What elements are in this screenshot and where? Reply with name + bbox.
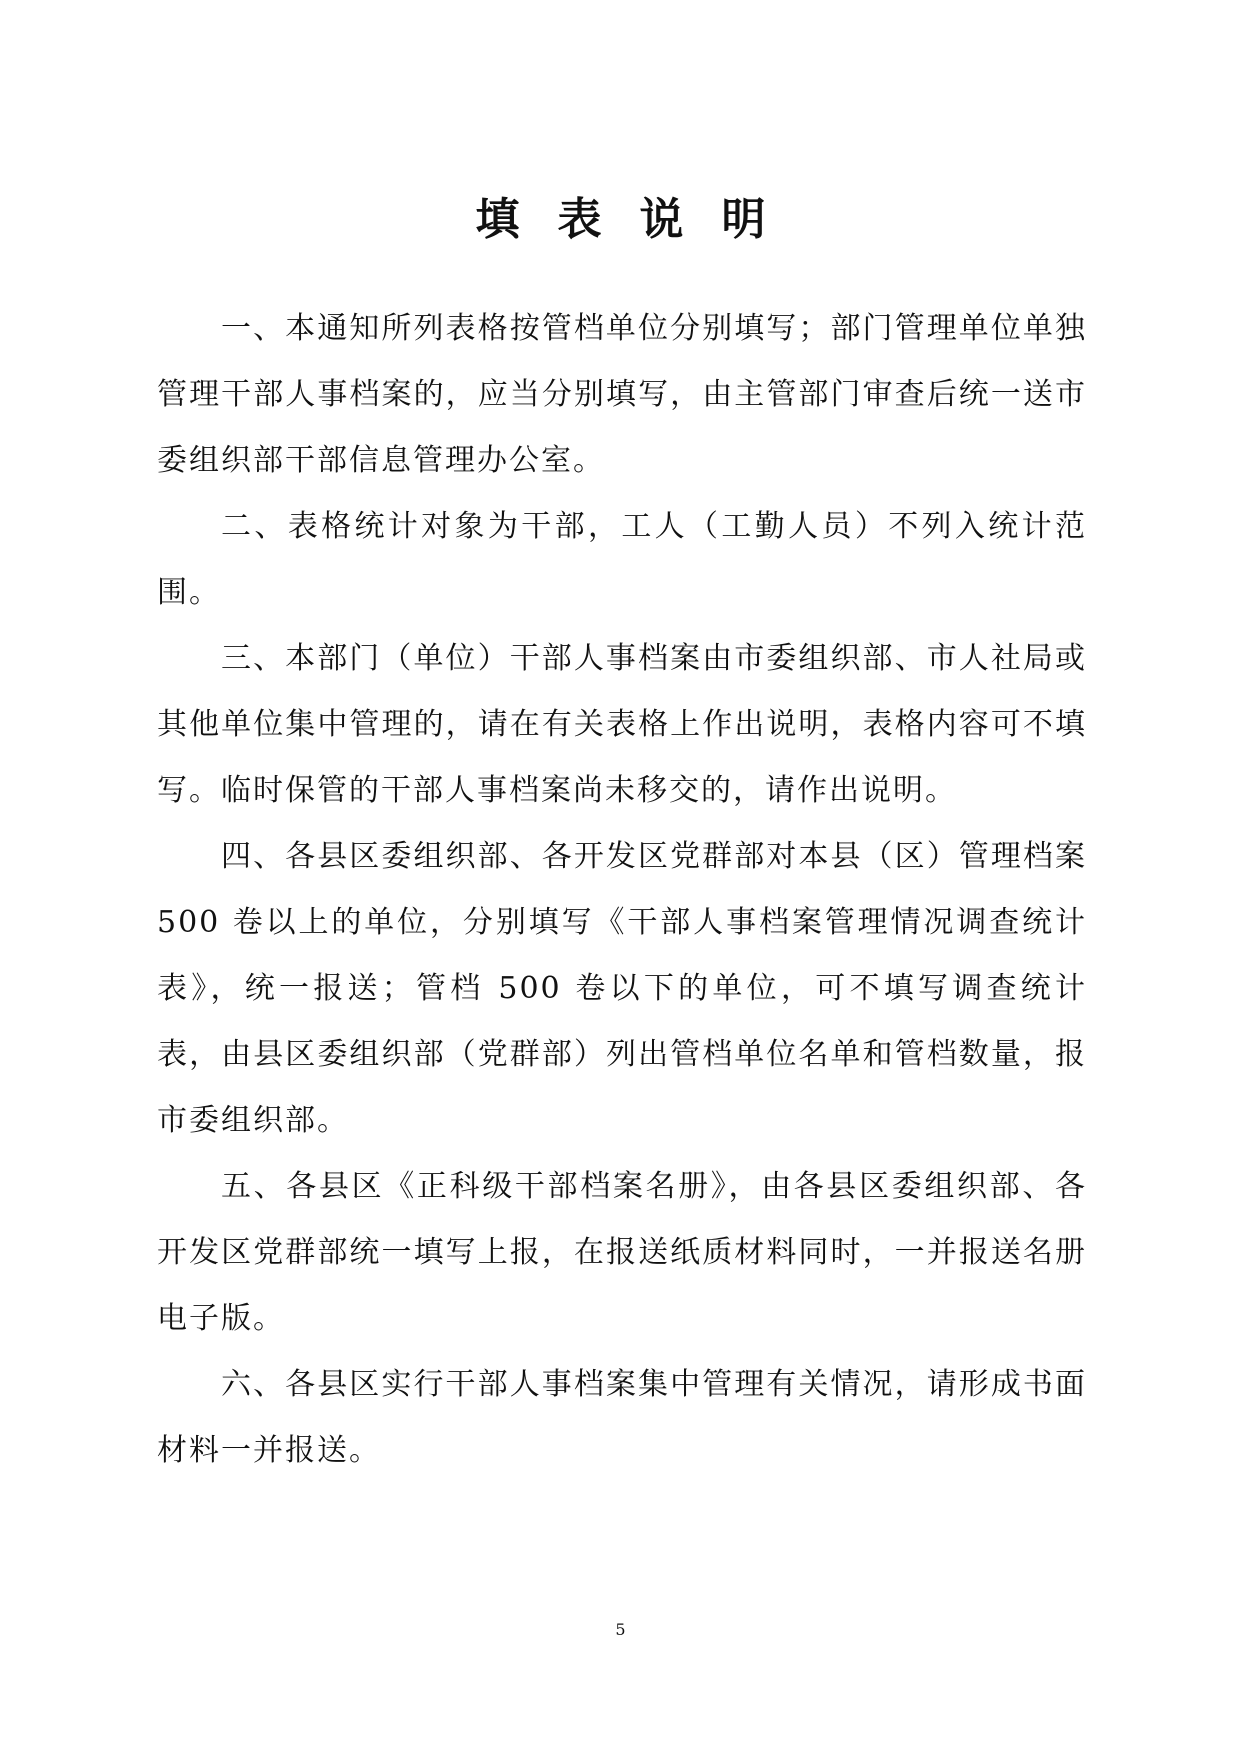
instruction-paragraph-4: 四、各县区委组织部、各开发区党群部对本县（区）管理档案 500 卷以上的单位，分别填写《干部人事档案管理情况调查统计表》，统一报送；管档 500 卷以下的单位，可不填写调查统计表，由县区委组织部（党群部）列出管档单位名单和管档数量，报市委组织部。 [157,839,1087,1138]
instruction-paragraph-5: 五、各县区《正科级干部档案名册》，由各县区委组织部、各开发区党群部统一填写上报，在报送纸质材料同时，一并报送名册电子版。 [157,1169,1087,1336]
instruction-paragraph-6: 六、各县区实行干部人事档案集中管理有关情况，请形成书面材料一并报送。 [157,1367,1087,1468]
page-title: 填表说明 [475,194,804,245]
instruction-paragraph-3: 三、本部门（单位）干部人事档案由市委组织部、市人社局或其他单位集中管理的，请在有关表格上作出说明，表格内容可不填写。临时保管的干部人事档案尚未移交的，请作出说明。 [157,641,1087,808]
instructions-body [157,296,1087,1484]
instruction-paragraph-2: 二、表格统计对象为干部，工人（工勤人员）不列入统计范围。 [157,509,1087,610]
instruction-paragraph-1: 一、本通知所列表格按管档单位分别填写；部门管理单位单独管理干部人事档案的，应当分别填写，由主管部门审查后统一送市委组织部干部信息管理办公室。 [157,311,1087,478]
page-number: 5 [615,1620,626,1639]
